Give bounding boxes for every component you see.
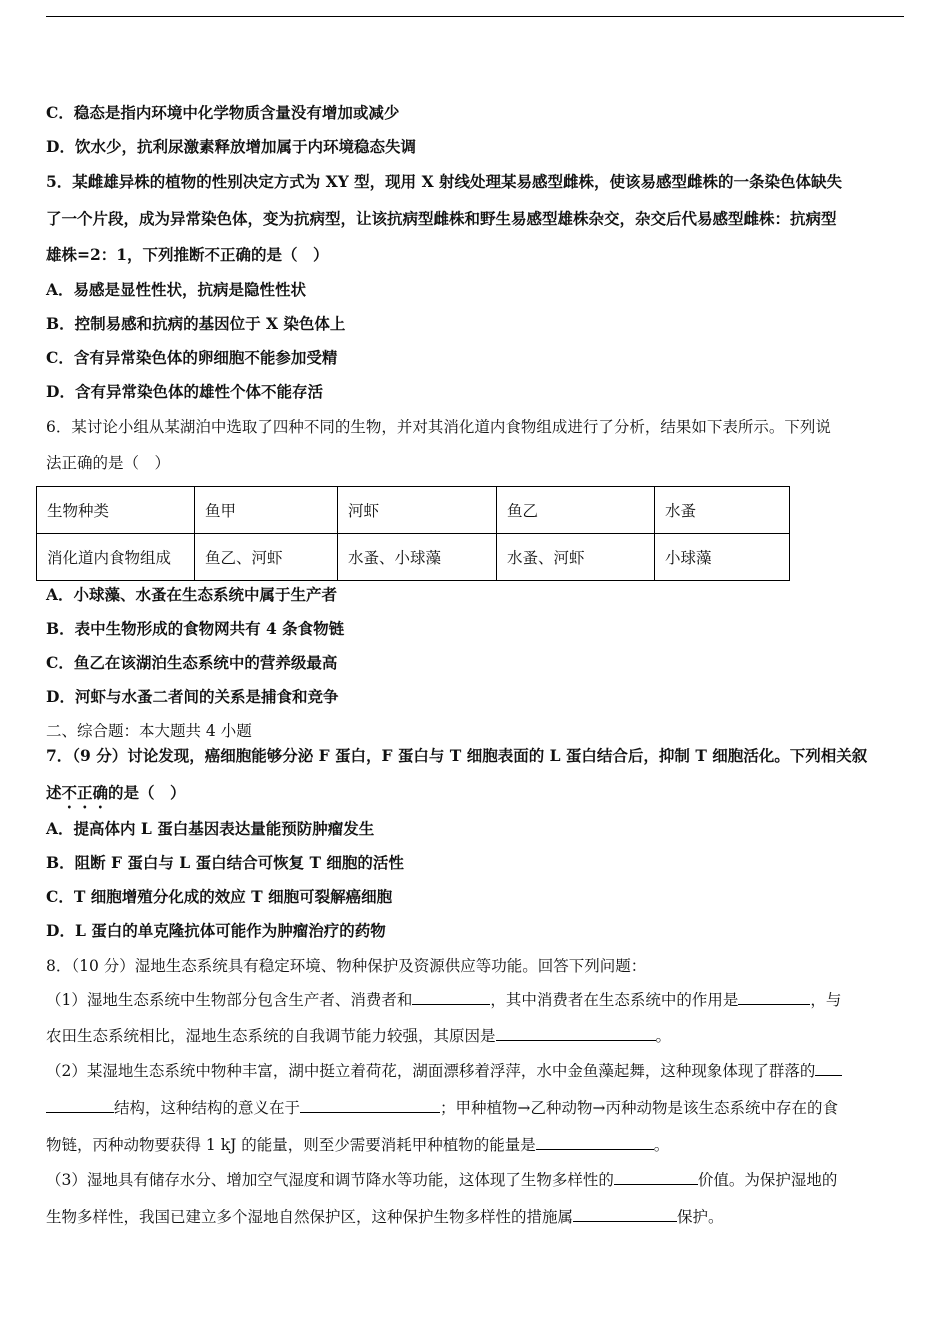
q6-stem-line2: 法正确的是（ ）: [46, 454, 171, 472]
q8-text: 保护。: [677, 1208, 724, 1226]
q7-stem-line1: 7．（9 分）讨论发现，癌细胞能够分泌 F 蛋白，F 蛋白与 T 细胞表面的 L 蛋白结合后，抑制 T 细胞活化。下列相关叙: [46, 746, 868, 765]
q4-option-c: C．稳态是指内环境中化学物质含量没有增加或减少: [46, 103, 400, 122]
q5-option-c: C．含有异常染色体的卵细胞不能参加受精: [46, 348, 338, 367]
table-cell: 小球藻: [655, 534, 790, 581]
q5-stem-line3: 雄株=2：1，下列推断不正确的是（ ）: [46, 245, 329, 264]
q8-part2-line3: [46, 1135, 669, 1155]
table-cell: 鱼乙: [497, 487, 655, 534]
q6-stem-line1: 6．某讨论小组从某湖泊中选取了四种不同的生物，并对其消化道内食物组成进行了分析，结果如下表所示。下列说: [46, 418, 831, 436]
q7-option-d: D．L 蛋白的单克隆抗体可能作为肿瘤治疗的药物: [46, 921, 386, 940]
answer-blank: [573, 1207, 677, 1222]
q8-text: 物链，丙种动物要获得 1 kJ 的能量，则至少需要消耗甲种植物的能量是: [46, 1136, 536, 1154]
q8-part2-line1: [46, 1061, 842, 1081]
table-row: [37, 487, 790, 534]
q8-text: 结构，这种结构的意义在于: [114, 1099, 301, 1117]
table-cell: 水蚤、河虾: [497, 534, 655, 581]
q8-text: ；甲种植物→乙种动物→丙种动物是该生态系统中存在的食: [440, 1099, 838, 1117]
section-heading: 二、综合题：本大题共 4 小题: [46, 722, 252, 740]
q5-stem-line2: 了一个片段，成为异常染色体，变为抗病型，让该抗病型雌株和野生易感型雄株杂交，杂交后代易感型雌株：抗病型: [46, 209, 837, 228]
answer-blank: [738, 990, 810, 1005]
answer-blank: [412, 990, 490, 1005]
q7-option-a: A．提高体内 L 蛋白基因表达量能预防肿瘤发生: [46, 819, 375, 838]
q8-text: 价值。为保护湿地的: [697, 1171, 838, 1189]
answer-blank: [300, 1098, 440, 1113]
q8-text: （1）湿地生态系统中生物部分包含生产者、消费者和: [46, 991, 413, 1009]
answer-blank: [815, 1061, 842, 1076]
q8-text: 。: [655, 1027, 672, 1045]
q8-text: 生物多样性，我国已建立多个湿地自然保护区，这种保护生物多样性的措施属: [46, 1208, 574, 1226]
answer-blank: [536, 1135, 654, 1150]
q7-stem-line2: [46, 783, 186, 812]
q8-text: ，其中消费者在生态系统中的作用是: [490, 991, 739, 1009]
q8-part3-line1: [46, 1170, 837, 1190]
q8-part1-line2: [46, 1026, 671, 1046]
table-cell: 消化道内食物组成: [37, 534, 195, 581]
q8-text: （2）某湿地生态系统中物种丰富，湖中挺立着荷花，湖面漂移着浮萍，水中金鱼藻起舞，这种现象体现了群落的: [46, 1062, 816, 1080]
table-cell: 鱼乙、河虾: [195, 534, 338, 581]
q8-part2-line2: [46, 1098, 838, 1118]
table-cell: 鱼甲: [195, 487, 338, 534]
q6-option-c: C．鱼乙在该湖泊生态系统中的营养级最高: [46, 653, 338, 672]
q4-option-d: D．饮水少，抗利尿激素释放增加属于内环境稳态失调: [46, 137, 416, 156]
answer-blank: [46, 1098, 114, 1113]
table-row: [37, 534, 790, 581]
q7-option-c: C．T 细胞增殖分化成的效应 T 细胞可裂解癌细胞: [46, 887, 393, 906]
table-cell: 河虾: [338, 487, 497, 534]
q8-intro: 8．（10 分）湿地生态系统具有稳定环境、物种保护及资源供应等功能。回答下列问题：: [46, 957, 647, 975]
answer-blank: [496, 1026, 656, 1041]
q5-option-b: B．控制易感和抗病的基因位于 X 染色体上: [46, 314, 346, 333]
q8-text: （3）湿地具有储存水分、增加空气湿度和调节降水等功能，这体现了生物多样性的: [46, 1171, 614, 1189]
q6-option-a: A．小球藻、水蚤在生态系统中属于生产者: [46, 585, 338, 604]
q7-stem-text: 的是（ ）: [108, 783, 186, 802]
answer-blank: [614, 1170, 698, 1185]
q5-stem-line1: 5．某雌雄异株的植物的性别决定方式为 XY 型，现用 X 射线处理某易感型雌株，使该易感型雌株的一条染色体缺失: [46, 172, 842, 191]
q8-text: 农田生态系统相比，湿地生态系统的自我调节能力较强，其原因是: [46, 1027, 496, 1045]
table-cell: 生物种类: [37, 487, 195, 534]
table-cell: 水蚤、小球藻: [338, 534, 497, 581]
q5-option-a: A．易感是显性性状，抗病是隐性性状: [46, 280, 307, 299]
q7-emphasis-text: 不正确: [61, 783, 109, 802]
q8-text: 。: [653, 1136, 670, 1154]
q8-part1-line1: [46, 990, 841, 1010]
q7-option-b: B．阻断 F 蛋白与 L 蛋白结合可恢复 T 细胞的活性: [46, 853, 404, 872]
q6-option-b: B．表中生物形成的食物网共有 4 条食物链: [46, 619, 345, 638]
q7-stem-text: 述: [46, 783, 62, 802]
food-composition-table: [36, 486, 790, 581]
header-rule: [46, 16, 904, 17]
q5-option-d: D．含有异常染色体的雄性个体不能存活: [46, 382, 323, 401]
q8-part3-line2: [46, 1207, 724, 1227]
table-cell: 水蚤: [655, 487, 790, 534]
q8-text: ，与: [810, 991, 842, 1009]
q6-option-d: D．河虾与水蚤二者间的关系是捕食和竞争: [46, 687, 339, 706]
